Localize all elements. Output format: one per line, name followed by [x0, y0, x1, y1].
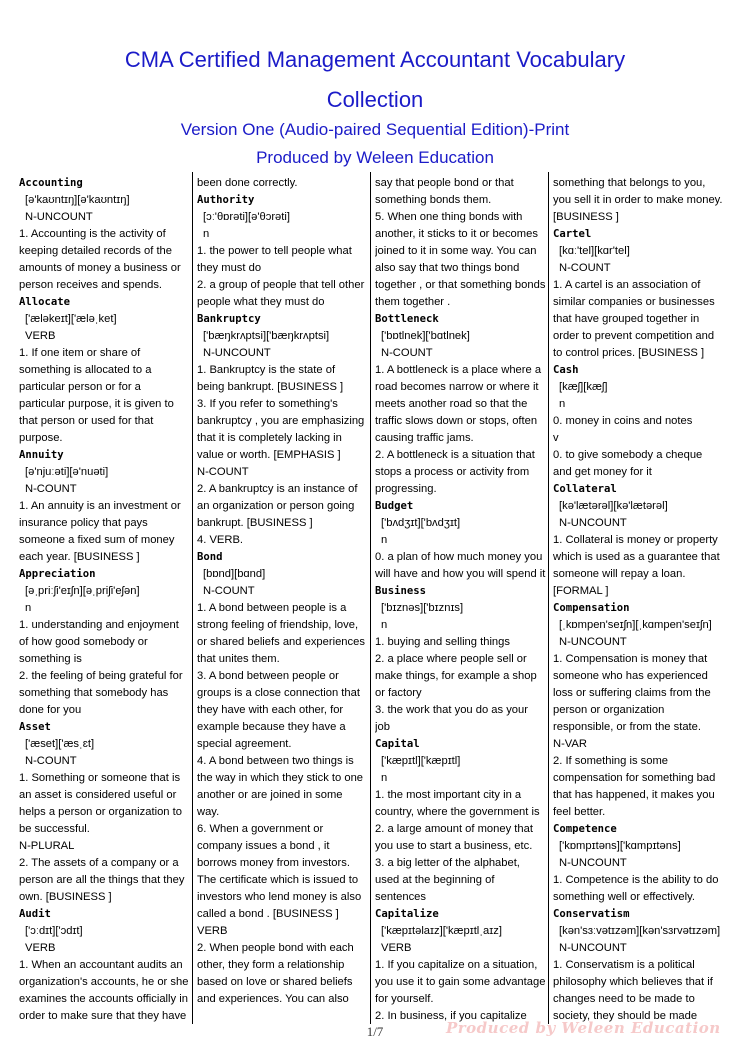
definition-line: [BUSINESS ]	[553, 211, 619, 223]
definition-line: something well or effectively.	[553, 891, 695, 903]
definition-line: responsible, or from the state.	[553, 721, 701, 733]
definition-line: 1. When an accountant audits an	[19, 959, 183, 971]
definition-line: own. [BUSINESS ]	[19, 891, 112, 903]
vocabulary-column-4	[553, 175, 728, 1025]
definition-line: person receives and spends.	[19, 279, 163, 291]
definition-line: will have and how you will spend it	[375, 568, 546, 580]
document-title-line-1: CMA Certified Management Accountant Vocabulary	[124, 47, 626, 72]
phonetic: ['bʌdʒɪt]['bʌdʒɪt]	[381, 517, 461, 529]
definition-line: 2. If something is some	[553, 755, 669, 767]
definition-line: 3. the work that you do as your	[375, 704, 528, 716]
phonetic: [əˌpriːʃi'eɪʃn][əˌpriʃi'eʃən]	[25, 585, 140, 597]
phonetic: ['kæpɪtəlaɪz]['kæpɪtlˌaɪz]	[381, 925, 502, 937]
definition-line: society, they should be made	[553, 1010, 698, 1022]
phonetic: ['kæpɪtl]['kæpɪtl]	[381, 755, 461, 767]
definition-line: they have with each other, for	[197, 704, 344, 716]
phonetic: ['kɒmpɪtəns]['kɑmpɪtəns]	[559, 840, 681, 852]
definition-line: that have grouped together in	[553, 313, 700, 325]
headword: Business	[375, 585, 427, 597]
definition-line: be successful.	[19, 823, 90, 835]
definition-line: something bonds them.	[375, 194, 492, 206]
definition-line: 1. A bottleneck is a place where a	[375, 364, 542, 376]
vocabulary-column-2	[197, 175, 368, 1025]
definition-line: order to make sure that they have	[19, 1010, 187, 1022]
definition-line: stops a process or activity from	[375, 466, 530, 478]
definition-line: they must do	[197, 262, 262, 274]
part-of-speech: N-UNCOUNT	[559, 517, 627, 529]
definition-line: 1. Bankruptcy is the state of	[197, 364, 336, 376]
definition-line: particular person or for a	[19, 381, 141, 393]
part-of-speech: n	[25, 602, 32, 614]
vocabulary-column-3	[375, 175, 546, 1025]
definition-line: an asset is considered useful or	[19, 789, 177, 801]
part-of-speech: VERB	[381, 942, 412, 954]
phonetic: ['ɔːdɪt]['ɔdɪt]	[25, 925, 83, 937]
definition-line: 2. In business, if you capitalize	[375, 1010, 527, 1022]
definition-line: example because they have a	[197, 721, 346, 733]
definition-line: 1. An annuity is an investment or	[19, 500, 181, 512]
definition-line: another, it sticks to it or becomes	[375, 228, 538, 240]
definition-line: you sell it in order to make money.	[553, 194, 723, 206]
definition-line: 4. VERB.	[197, 534, 244, 546]
definition-line: causing traffic jams.	[375, 432, 474, 444]
definition-line: strong feeling of friendship, love,	[197, 619, 359, 631]
definition-line: value or worth. [EMPHASIS ]	[197, 449, 341, 461]
document-title-line-2: Collection	[326, 87, 424, 112]
definition-line: 1. the power to tell people what	[197, 245, 352, 257]
part-of-speech: N-UNCOUNT	[25, 211, 93, 223]
definition-line: of how good somebody or	[19, 636, 148, 648]
definition-line: or factory	[375, 687, 422, 699]
definition-line: the way in which they stick to one	[197, 772, 364, 784]
part-of-speech: N-UNCOUNT	[559, 942, 627, 954]
definition-line: N-VAR	[553, 738, 587, 750]
phonetic: [kɑː'tel][kɑr'tel]	[559, 245, 630, 257]
headword: Capitalize	[375, 908, 439, 920]
headword: Conservatism	[553, 908, 630, 920]
page-number: 1/7	[366, 1024, 384, 1039]
definition-line: something that somebody has	[19, 687, 169, 699]
phonetic: [ˌkɒmpen'seɪʃn][ˌkɑmpen'seɪʃn]	[559, 619, 712, 631]
definition-line: bankrupt. [BUSINESS ]	[197, 517, 313, 529]
definition-line: them together .	[375, 296, 451, 308]
definition-line: for yourself.	[375, 993, 434, 1005]
definition-line: 1. Accounting is the activity of	[19, 228, 166, 240]
part-of-speech: n	[381, 534, 388, 546]
part-of-speech: N-UNCOUNT	[559, 636, 627, 648]
definition-line: progressing.	[375, 483, 437, 495]
headword: Asset	[19, 721, 51, 733]
definition-line: meets another road so that the	[375, 398, 528, 410]
definition-line: which is used as a guarantee that	[553, 551, 720, 563]
phonetic: ['bæŋkrʌptsi]['bæŋkrʌptsi]	[203, 330, 330, 342]
definition-line: 1. Something or someone that is	[19, 772, 181, 784]
definition-line: bankruptcy , you are emphasizing	[197, 415, 365, 427]
phonetic: [kæʃ][kæʃ]	[559, 381, 608, 393]
part-of-speech: VERB	[25, 942, 56, 954]
definition-line: changes need to be made to	[553, 993, 695, 1005]
definition-line: 1. A cartel is an association of	[553, 279, 701, 291]
headword: Audit	[19, 908, 51, 920]
definition-line: you use it to gain some advantage	[375, 976, 546, 988]
definition-line: someone a fixed sum of money	[19, 534, 175, 546]
definition-line: also say that two things bond	[375, 262, 520, 274]
definition-line: 0. to give somebody a cheque	[553, 449, 703, 461]
phonetic: ['æset]['æsˌɛt]	[25, 738, 95, 750]
part-of-speech: n	[381, 619, 388, 631]
part-of-speech: VERB	[25, 330, 56, 342]
definition-line: traffic slows down or stops, often	[375, 415, 538, 427]
definition-line: special agreement.	[197, 738, 292, 750]
definition-line: 1. buying and selling things	[375, 636, 510, 648]
definition-line: to control prices. [BUSINESS ]	[553, 347, 705, 359]
definition-line: called a bond . [BUSINESS ]	[197, 908, 339, 920]
definition-line: based on love or shared beliefs	[197, 976, 353, 988]
definition-line: that has happened, it makes you	[553, 789, 715, 801]
phonetic: [kən'sɜːvətɪzəm][kən'sɜrvətɪzəm]	[559, 925, 721, 937]
definition-line: v	[553, 432, 559, 444]
definition-line: particular purpose, it is given to	[19, 398, 174, 410]
part-of-speech: n	[381, 772, 388, 784]
definition-line: 1. Competence is the ability to do	[553, 874, 719, 886]
definition-line: something is allocated to a	[19, 364, 152, 376]
document-subtitle-version: Version One (Audio-paired Sequential Edition)-Print	[180, 120, 570, 139]
phonetic: ['bɪznəs]['bɪznɪs]	[381, 602, 464, 614]
part-of-speech: n	[559, 398, 566, 410]
headword: Compensation	[553, 602, 630, 614]
definition-line: N-COUNT	[197, 466, 249, 478]
part-of-speech: N-COUNT	[381, 347, 433, 359]
definition-line: compensation for something bad	[553, 772, 716, 784]
definition-line: person are all the things that they	[19, 874, 185, 886]
definition-line: that person or used for that	[19, 415, 154, 427]
definition-line: 2. A bottleneck is a situation that	[375, 449, 535, 461]
definition-line: investors who lend money is also	[197, 891, 362, 903]
headword: Collateral	[553, 483, 617, 495]
definition-line: similar companies or businesses	[553, 296, 715, 308]
definition-line: each year. [BUSINESS ]	[19, 551, 140, 563]
column-divider	[548, 172, 549, 1024]
definition-line: sentences	[375, 891, 426, 903]
phonetic: ['bɒtlnek]['bɑtlnek]	[381, 330, 470, 342]
headword: Annuity	[19, 449, 64, 461]
definition-line: 2. a group of people that tell other	[197, 279, 365, 291]
definition-line: keeping detailed records of the	[19, 245, 172, 257]
document-subtitle-producer: Produced by Weleen Education	[256, 148, 494, 167]
phonetic: ['æləkeɪt]['æləˌket]	[25, 313, 117, 325]
definition-line: philosophy which believes that if	[553, 976, 713, 988]
definition-line: 0. money in coins and notes	[553, 415, 693, 427]
definition-line: you use to start a business, etc.	[375, 840, 533, 852]
definition-line: 1. If one item or share of	[19, 347, 141, 359]
column-divider	[370, 172, 371, 1024]
definition-line: say that people bond or that	[375, 177, 514, 189]
definition-line: being bankrupt. [BUSINESS ]	[197, 381, 344, 393]
definition-line: feel better.	[553, 806, 606, 818]
part-of-speech: N-COUNT	[203, 585, 255, 597]
definition-line: 6. When a government or	[197, 823, 324, 835]
definition-line: borrows money from investors.	[197, 857, 350, 869]
definition-line: [FORMAL ]	[553, 585, 609, 597]
definition-line: way.	[197, 806, 220, 818]
headword: Cash	[553, 364, 579, 376]
definition-line: 1. Conservatism is a political	[553, 959, 695, 971]
definition-line: 1. A bond between people is a	[197, 602, 347, 614]
part-of-speech: N-COUNT	[25, 483, 77, 495]
definition-line: 2. a place where people sell or	[375, 653, 527, 665]
phonetic: [ə'kaʊntɪŋ][ə'kaʊntɪŋ]	[25, 194, 130, 206]
definition-line: order to prevent competition and	[553, 330, 715, 342]
definition-line: someone who has experienced	[553, 670, 708, 682]
definition-line: 1. Compensation is money that	[553, 653, 708, 665]
part-of-speech: N-COUNT	[25, 755, 77, 767]
definition-line: other, they form a relationship	[197, 959, 345, 971]
headword: Bond	[197, 551, 223, 563]
definition-line: something that belongs to you,	[553, 177, 706, 189]
headword: Cartel	[553, 228, 592, 240]
headword: Bankruptcy	[197, 313, 261, 325]
definition-line: that unites them.	[197, 653, 280, 665]
headword: Authority	[197, 194, 255, 206]
definition-line: job	[375, 721, 390, 733]
definition-line: company issues a bond , it	[197, 840, 330, 852]
headword: Competence	[553, 823, 617, 835]
definition-line: and experiences. You can also	[197, 993, 349, 1005]
phonetic: [bɒnd][bɑnd]	[203, 568, 266, 580]
definition-line: 5. When one thing bonds with	[375, 211, 523, 223]
definition-line: used at the beginning of	[375, 874, 495, 886]
definition-line: people what they must do	[197, 296, 325, 308]
phonetic: [kə'lætərəl][kə'lætərəl]	[559, 500, 668, 512]
phonetic: [ə'njuːəti][ə'nuəti]	[25, 466, 109, 478]
definition-line: someone will repay a loan.	[553, 568, 686, 580]
definition-line: organization's accounts, he or she	[19, 976, 189, 988]
definition-line: groups is a close connection that	[197, 687, 360, 699]
definition-line: 4. A bond between two things is	[197, 755, 354, 767]
definition-line: joined to it in some way. You can	[375, 245, 537, 257]
definition-line: 1. If you capitalize on a situation,	[375, 959, 538, 971]
definition-line: something is	[19, 653, 82, 665]
headword: Allocate	[19, 296, 71, 308]
vocabulary-column-1	[19, 175, 190, 1025]
headword: Accounting	[19, 177, 83, 189]
definition-line: 3. If you refer to something's	[197, 398, 338, 410]
definition-line: been done correctly.	[197, 177, 298, 189]
definition-line: N-PLURAL	[19, 840, 75, 852]
definition-line: purpose.	[19, 432, 63, 444]
headword: Appreciation	[19, 568, 96, 580]
watermark: Produced by Weleen Education	[446, 1019, 721, 1037]
part-of-speech: N-COUNT	[559, 262, 611, 274]
definition-line: VERB	[197, 925, 228, 937]
definition-line: helps a person or organization to	[19, 806, 182, 818]
part-of-speech: N-UNCOUNT	[203, 347, 271, 359]
headword: Budget	[375, 500, 414, 512]
definition-line: loss or suffering claims from the	[553, 687, 711, 699]
definition-line: 2. When people bond with each	[197, 942, 354, 954]
definition-line: 1. the most important city in a	[375, 789, 522, 801]
definition-line: road becomes narrow or where it	[375, 381, 539, 393]
definition-line: another or are joined in some	[197, 789, 343, 801]
definition-line: make things, for example a shop	[375, 670, 537, 682]
definition-line: insurance policy that pays	[19, 517, 148, 529]
definition-line: 2. The assets of a company or a	[19, 857, 179, 869]
definition-line: amounts of money a business or	[19, 262, 181, 274]
definition-line: 3. a big letter of the alphabet,	[375, 857, 520, 869]
part-of-speech: N-UNCOUNT	[559, 857, 627, 869]
headword: Bottleneck	[375, 313, 439, 325]
definition-line: together , or that something bonds	[375, 279, 546, 291]
definition-line: and get money for it	[553, 466, 652, 478]
definition-line: 2. a large amount of money that	[375, 823, 533, 835]
definition-line: or shared beliefs and experiences	[197, 636, 365, 648]
definition-line: 1. understanding and enjoyment	[19, 619, 179, 631]
definition-line: done for you	[19, 704, 82, 716]
definition-line: an organization or person going	[197, 500, 355, 512]
definition-line: person or organization	[553, 704, 665, 716]
definition-line: examines the accounts officially in	[19, 993, 188, 1005]
definition-line: 2. A bankruptcy is an instance of	[197, 483, 358, 495]
phonetic: [ɔː'θɒrəti][ə'θɔrəti]	[203, 211, 290, 223]
definition-line: 3. A bond between people or	[197, 670, 339, 682]
definition-line: 0. a plan of how much money you	[375, 551, 543, 563]
column-divider	[192, 172, 193, 1024]
definition-line: country, where the government is	[375, 806, 540, 818]
definition-line: The certificate which is issued to	[197, 874, 359, 886]
definition-line: 1. Collateral is money or property	[553, 534, 718, 546]
definition-line: that it is completely lacking in	[197, 432, 342, 444]
definition-line: 2. the feeling of being grateful for	[19, 670, 183, 682]
headword: Capital	[375, 738, 420, 750]
part-of-speech: n	[203, 228, 210, 240]
